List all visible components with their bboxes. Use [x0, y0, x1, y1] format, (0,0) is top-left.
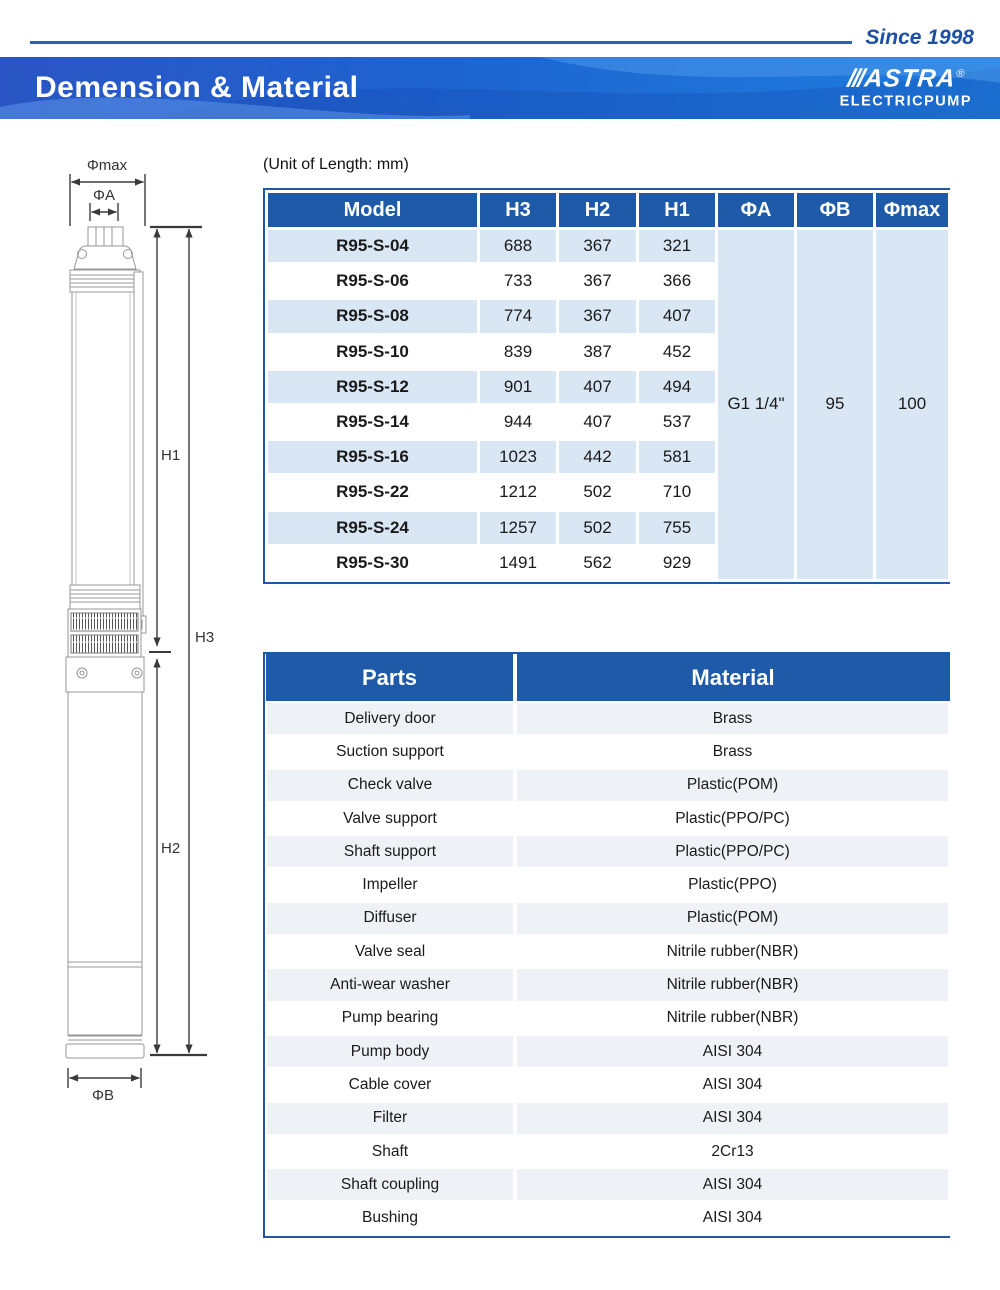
- brand-subtitle: ELECTRICPUMP: [839, 93, 972, 110]
- part-cell: Anti-wear washer: [266, 968, 515, 1001]
- parts-row: [266, 835, 949, 868]
- col-header-phi-max: Φmax: [875, 192, 950, 229]
- page-title: Demension & Material: [35, 71, 359, 104]
- parts-row: [266, 1201, 949, 1234]
- col-header-parts: Parts: [266, 654, 515, 702]
- col-header-h3: H3: [479, 192, 558, 229]
- h3-label: H3: [195, 629, 215, 646]
- parts-row: [266, 868, 949, 901]
- dim-row: [267, 229, 950, 264]
- material-cell: AISI 304: [515, 1168, 949, 1201]
- material-cell: Plastic(PPO/PC): [515, 802, 949, 835]
- phi-a-label: ΦA: [93, 187, 115, 204]
- part-cell: Shaft support: [266, 835, 515, 868]
- part-cell: Impeller: [266, 868, 515, 901]
- h1-cell: 494: [638, 369, 717, 404]
- col-header-model: Model: [267, 192, 479, 229]
- logo-slashes-icon: ///: [845, 64, 864, 93]
- parts-header-row: [266, 654, 949, 702]
- part-cell: Pump bearing: [266, 1002, 515, 1035]
- h3-cell: 944: [479, 404, 558, 439]
- col-header-material: Material: [515, 654, 949, 702]
- part-cell: Pump body: [266, 1035, 515, 1068]
- material-cell: AISI 304: [515, 1102, 949, 1135]
- model-cell: R95-S-10: [267, 334, 479, 369]
- h1-cell: 407: [638, 299, 717, 334]
- model-cell: R95-S-04: [267, 229, 479, 264]
- parts-row: [266, 935, 949, 968]
- h2-cell: 387: [558, 334, 638, 369]
- dim-header-row: [267, 192, 950, 229]
- material-cell: AISI 304: [515, 1201, 949, 1234]
- dimensions-table: [263, 188, 950, 584]
- col-header-h1: H1: [638, 192, 717, 229]
- model-cell: R95-S-12: [267, 369, 479, 404]
- h2-cell: 562: [558, 545, 638, 580]
- material-cell: 2Cr13: [515, 1135, 949, 1168]
- h2-cell: 502: [558, 510, 638, 545]
- registered-icon: ®: [955, 68, 966, 81]
- phi-a-merged-cell: G1 1/4": [717, 229, 796, 581]
- col-header-phi-b: ΦB: [796, 192, 875, 229]
- material-cell: Plastic(PPO/PC): [515, 835, 949, 868]
- model-cell: R95-S-08: [267, 299, 479, 334]
- h3-cell: 1023: [479, 440, 558, 475]
- h3-cell: 1257: [479, 510, 558, 545]
- model-cell: R95-S-24: [267, 510, 479, 545]
- h1-label: H1: [161, 447, 181, 464]
- parts-row: [266, 1035, 949, 1068]
- h3-cell: 901: [479, 369, 558, 404]
- h3-cell: 774: [479, 299, 558, 334]
- part-cell: Filter: [266, 1102, 515, 1135]
- parts-row: [266, 702, 949, 735]
- model-cell: R95-S-30: [267, 545, 479, 580]
- part-cell: Valve support: [266, 802, 515, 835]
- col-header-h2: H2: [558, 192, 638, 229]
- parts-row: [266, 1068, 949, 1101]
- unit-note: (Unit of Length: mm): [263, 156, 409, 173]
- parts-row: [266, 802, 949, 835]
- phi-b-label: ΦB: [92, 1087, 114, 1104]
- h2-label: H2: [161, 840, 181, 857]
- h3-cell: 688: [479, 229, 558, 264]
- material-cell: AISI 304: [515, 1035, 949, 1068]
- h1-cell: 537: [638, 404, 717, 439]
- h2-cell: 367: [558, 299, 638, 334]
- parts-row: [266, 968, 949, 1001]
- material-cell: Nitrile rubber(NBR): [515, 968, 949, 1001]
- h2-cell: 407: [558, 404, 638, 439]
- h2-cell: 502: [558, 475, 638, 510]
- h3-cell: 839: [479, 334, 558, 369]
- h1-cell: 366: [638, 264, 717, 299]
- page-banner: [0, 57, 1000, 119]
- parts-row: [266, 1168, 949, 1201]
- since-label: Since 1998: [865, 26, 974, 49]
- parts-row: [266, 735, 949, 768]
- part-cell: Bushing: [266, 1201, 515, 1234]
- h1-cell: 929: [638, 545, 717, 580]
- part-cell: Suction support: [266, 735, 515, 768]
- h1-cell: 581: [638, 440, 717, 475]
- model-cell: R95-S-16: [267, 440, 479, 475]
- part-cell: Valve seal: [266, 935, 515, 968]
- material-cell: Plastic(POM): [515, 769, 949, 802]
- h3-cell: 1212: [479, 475, 558, 510]
- phi-max-label: Φmax: [86, 157, 128, 174]
- part-cell: Shaft: [266, 1135, 515, 1168]
- pump-outline: [66, 227, 146, 1058]
- parts-row: [266, 1135, 949, 1168]
- h2-cell: 407: [558, 369, 638, 404]
- material-cell: Brass: [515, 735, 949, 768]
- h2-cell: 442: [558, 440, 638, 475]
- part-cell: Check valve: [266, 769, 515, 802]
- brand-logo: [839, 64, 972, 110]
- pump-diagram: [45, 150, 215, 1110]
- part-cell: Delivery door: [266, 702, 515, 735]
- phi-max-merged-cell: 100: [875, 229, 950, 581]
- parts-row: [266, 902, 949, 935]
- phi-b-merged-cell: 95: [796, 229, 875, 581]
- material-cell: Brass: [515, 702, 949, 735]
- logo-brand-text: ASTRA: [862, 64, 957, 93]
- h1-cell: 321: [638, 229, 717, 264]
- h2-cell: 367: [558, 229, 638, 264]
- part-cell: Shaft coupling: [266, 1168, 515, 1201]
- parts-table: [263, 652, 950, 1238]
- material-cell: Nitrile rubber(NBR): [515, 1002, 949, 1035]
- material-cell: Plastic(PPO): [515, 868, 949, 901]
- part-cell: Cable cover: [266, 1068, 515, 1101]
- h1-cell: 710: [638, 475, 717, 510]
- model-cell: R95-S-22: [267, 475, 479, 510]
- part-cell: Diffuser: [266, 902, 515, 935]
- material-cell: Plastic(POM): [515, 902, 949, 935]
- h1-cell: 755: [638, 510, 717, 545]
- h3-cell: 733: [479, 264, 558, 299]
- material-cell: Nitrile rubber(NBR): [515, 935, 949, 968]
- h2-cell: 367: [558, 264, 638, 299]
- parts-row: [266, 1002, 949, 1035]
- model-cell: R95-S-06: [267, 264, 479, 299]
- parts-row: [266, 1102, 949, 1135]
- parts-row: [266, 769, 949, 802]
- model-cell: R95-S-14: [267, 404, 479, 439]
- mastra-logo-mark: [838, 64, 973, 93]
- top-divider-line: [30, 41, 852, 44]
- material-cell: AISI 304: [515, 1068, 949, 1101]
- col-header-phi-a: ΦA: [717, 192, 796, 229]
- h1-cell: 452: [638, 334, 717, 369]
- h3-cell: 1491: [479, 545, 558, 580]
